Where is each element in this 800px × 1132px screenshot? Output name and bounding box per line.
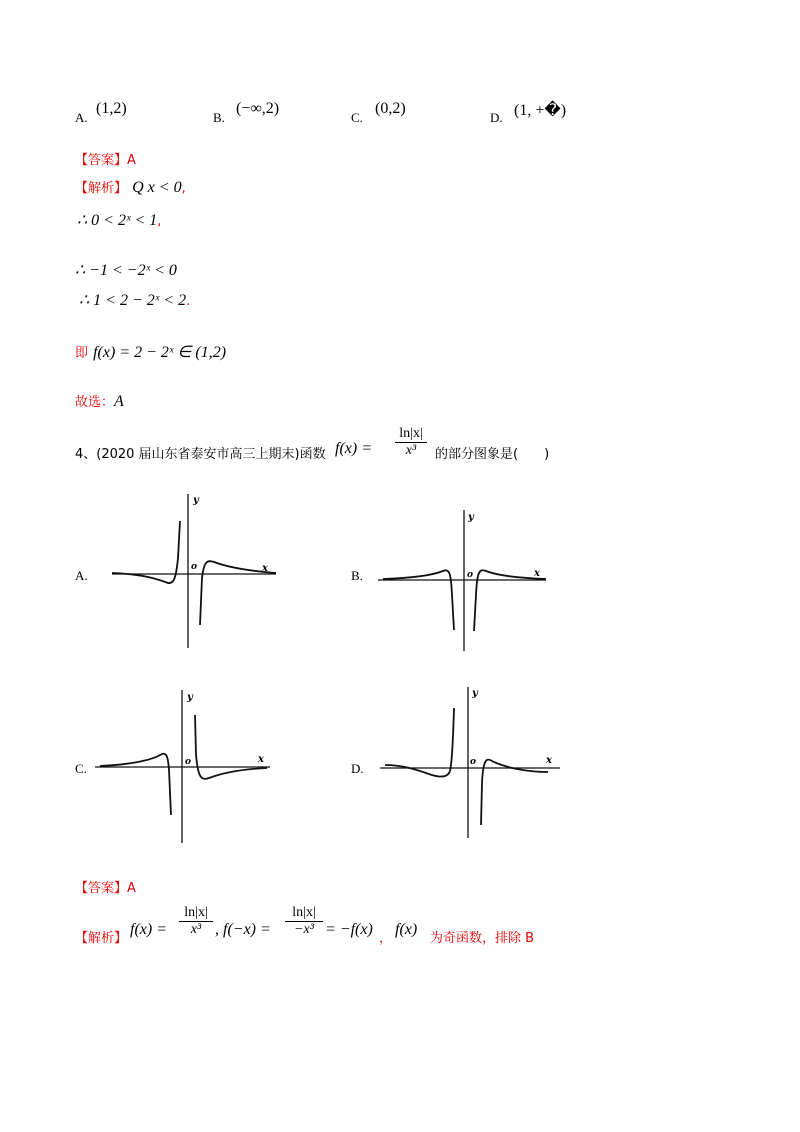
q4-f1-num: ln|x| [179, 905, 213, 922]
graph-c [95, 685, 280, 845]
q4-analysis-fx: f(x) [395, 921, 418, 938]
graph-d-x-label: x [546, 755, 552, 766]
option-c-value: (0,2) [375, 100, 406, 117]
q3-analysis-line1 [75, 177, 186, 197]
q4-analysis-label: 【解析】 [75, 931, 128, 946]
q4-f2-den: −x³ [294, 922, 314, 937]
q4-answer-value: A [127, 881, 136, 896]
step-2: ∴ 0 < 2ˣ < 1 [77, 212, 158, 229]
graph-a [100, 488, 285, 653]
prefix-ji: 即 [75, 346, 89, 361]
conclusion-value: A [114, 393, 124, 410]
option-d-value: (1, +�) [514, 102, 567, 119]
step-1: Q x < 0 [132, 179, 182, 196]
q3-conclusion [75, 391, 124, 411]
q4-func-lhs: f(x) = [335, 440, 372, 457]
step-5: f(x) = 2 − 2ˣ ∈ (1,2) [93, 344, 227, 361]
graph-b-origin: o [467, 570, 474, 580]
option-b-value: (−∞,2) [236, 100, 280, 117]
option-d-letter: D. [490, 110, 503, 125]
q4-question-pre: 4、(2020 届山东省泰安市高三上期末)函数 [75, 447, 326, 462]
graph-b-left-branch [383, 570, 454, 630]
q4-answer-label: 【答案】 [75, 881, 128, 896]
graph-b [378, 505, 553, 655]
q4-f2-lhs: , f(−x) = [215, 921, 271, 938]
graph-d-right-branch [481, 760, 548, 825]
graph-d [380, 683, 565, 843]
graph-c-right-branch [195, 715, 267, 779]
graph-c-origin: o [185, 757, 192, 767]
step-4-suffix: . [186, 294, 191, 309]
q4-f1-lhs: f(x) = [130, 921, 167, 938]
step-1-suffix: , [181, 181, 186, 196]
graph-c-letter: C. [75, 761, 87, 776]
q4-fraction [395, 426, 427, 459]
option-a-value: (1,2) [96, 100, 127, 117]
graph-c-left-branch [100, 754, 171, 815]
graph-d-letter: D. [351, 761, 364, 776]
graph-d-left-branch [385, 708, 454, 777]
q4-analysis-tail: 为奇函数，排除 B [430, 931, 535, 946]
q4-f1-fraction [179, 905, 213, 938]
q4-f2-fraction [285, 905, 323, 938]
q4-f1-den: x³ [190, 922, 202, 937]
q4-func-den: x³ [405, 443, 417, 458]
graph-a-x-label: x [262, 563, 268, 574]
q4-analysis [75, 905, 775, 945]
q3-answer [75, 149, 136, 168]
graph-b-right-branch [474, 570, 546, 631]
option-b-letter: B. [213, 110, 225, 125]
step-4: ∴ 1 < 2 − 2ˣ < 2 [79, 292, 187, 309]
graph-d-origin: o [470, 757, 477, 767]
graph-a-y-label: y [193, 495, 199, 506]
step-2-suffix: , [157, 214, 162, 229]
graph-c-x-label: x [258, 754, 264, 765]
q4-answer [75, 877, 136, 896]
q4-analysis-comma: ， [379, 931, 393, 946]
graph-b-x-label: x [534, 568, 540, 579]
q4-f2-num: ln|x| [285, 905, 323, 922]
q3-step4 [79, 290, 190, 310]
q4-func-num: ln|x| [395, 426, 427, 443]
q4-f2-rhs: = −f(x) [325, 921, 373, 938]
graph-d-y-label: y [472, 688, 478, 699]
graph-b-letter: B. [351, 568, 363, 583]
option-c-letter: C. [351, 110, 363, 125]
graph-c-y-label: y [187, 692, 193, 703]
q4-question-post: 的部分图象是( ) [435, 447, 550, 462]
option-a-letter: A. [75, 110, 88, 125]
graph-b-y-label: y [468, 512, 474, 523]
answer-label: 【答案】 [75, 153, 128, 168]
answer-value: A [127, 153, 136, 168]
conclusion-label: 故选： [75, 395, 115, 410]
q3-step2 [77, 210, 161, 230]
analysis-label: 【解析】 [75, 181, 128, 196]
graph-a-letter: A. [75, 568, 88, 583]
graph-a-origin: o [191, 562, 198, 572]
step-3: ∴ −1 < −2ˣ < 0 [75, 262, 177, 279]
q3-step5 [75, 342, 226, 362]
